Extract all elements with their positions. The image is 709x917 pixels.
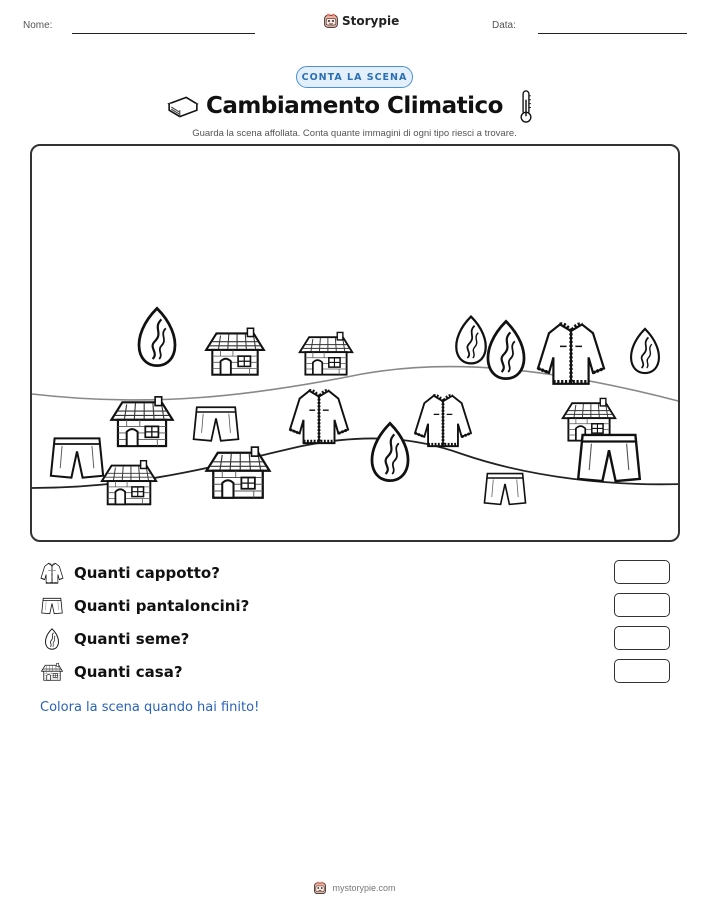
coat-icon[interactable] (288, 386, 350, 446)
answer-box[interactable] (614, 593, 670, 617)
question-row-shorts (40, 592, 670, 620)
coloring-instruction: Colora la scena quando hai finito! (40, 700, 260, 715)
seed-icon[interactable] (135, 306, 179, 368)
house-icon[interactable] (98, 458, 160, 508)
section-badge: CONTA LA SCENA (296, 66, 413, 88)
page-subtitle: Guarda la scena affollata. Conta quante immagini di ogni tipo riesci a trovare. (192, 128, 517, 139)
question-text: Quanti cappotto? (74, 564, 220, 582)
thermometer-icon (519, 90, 533, 123)
name-line[interactable] (72, 33, 255, 34)
answer-box[interactable] (614, 626, 670, 650)
mascot-icon (313, 881, 327, 895)
name-label: Nome: (23, 20, 53, 31)
coat-icon (40, 561, 64, 585)
question-row-coat (40, 559, 670, 587)
house-icon[interactable] (107, 394, 177, 450)
shorts-icon[interactable] (49, 432, 105, 484)
page-title: Cambiamento Climatico (206, 93, 503, 119)
footer-url[interactable]: mystorypie.com (332, 883, 396, 893)
question-row-seed (40, 625, 670, 653)
storypie-logo (323, 13, 399, 29)
seed-icon (40, 627, 64, 651)
mascot-icon (323, 13, 339, 29)
date-line[interactable] (538, 33, 687, 34)
question-text: Quanti seme? (74, 630, 190, 648)
coat-icon[interactable] (535, 320, 607, 386)
house-icon[interactable] (202, 444, 274, 502)
scene-frame (30, 144, 680, 542)
seed-icon[interactable] (368, 420, 412, 484)
shorts-icon[interactable] (576, 430, 642, 486)
shorts-icon (40, 594, 64, 618)
house-icon (40, 660, 64, 684)
brand-name: Storypie (342, 14, 400, 28)
shorts-icon[interactable] (192, 404, 240, 444)
question-row-house (40, 658, 670, 686)
answer-box[interactable] (614, 659, 670, 683)
seed-icon[interactable] (484, 318, 528, 382)
date-label: Data: (492, 20, 516, 31)
seed-icon[interactable] (628, 326, 662, 376)
coat-icon[interactable] (413, 392, 473, 448)
question-text: Quanti casa? (74, 663, 183, 681)
answer-box[interactable] (614, 560, 670, 584)
house-icon[interactable] (296, 330, 356, 378)
question-text: Quanti pantaloncini? (74, 597, 250, 615)
footer (0, 881, 709, 895)
shorts-icon[interactable] (483, 468, 527, 510)
house-icon[interactable] (202, 326, 268, 378)
